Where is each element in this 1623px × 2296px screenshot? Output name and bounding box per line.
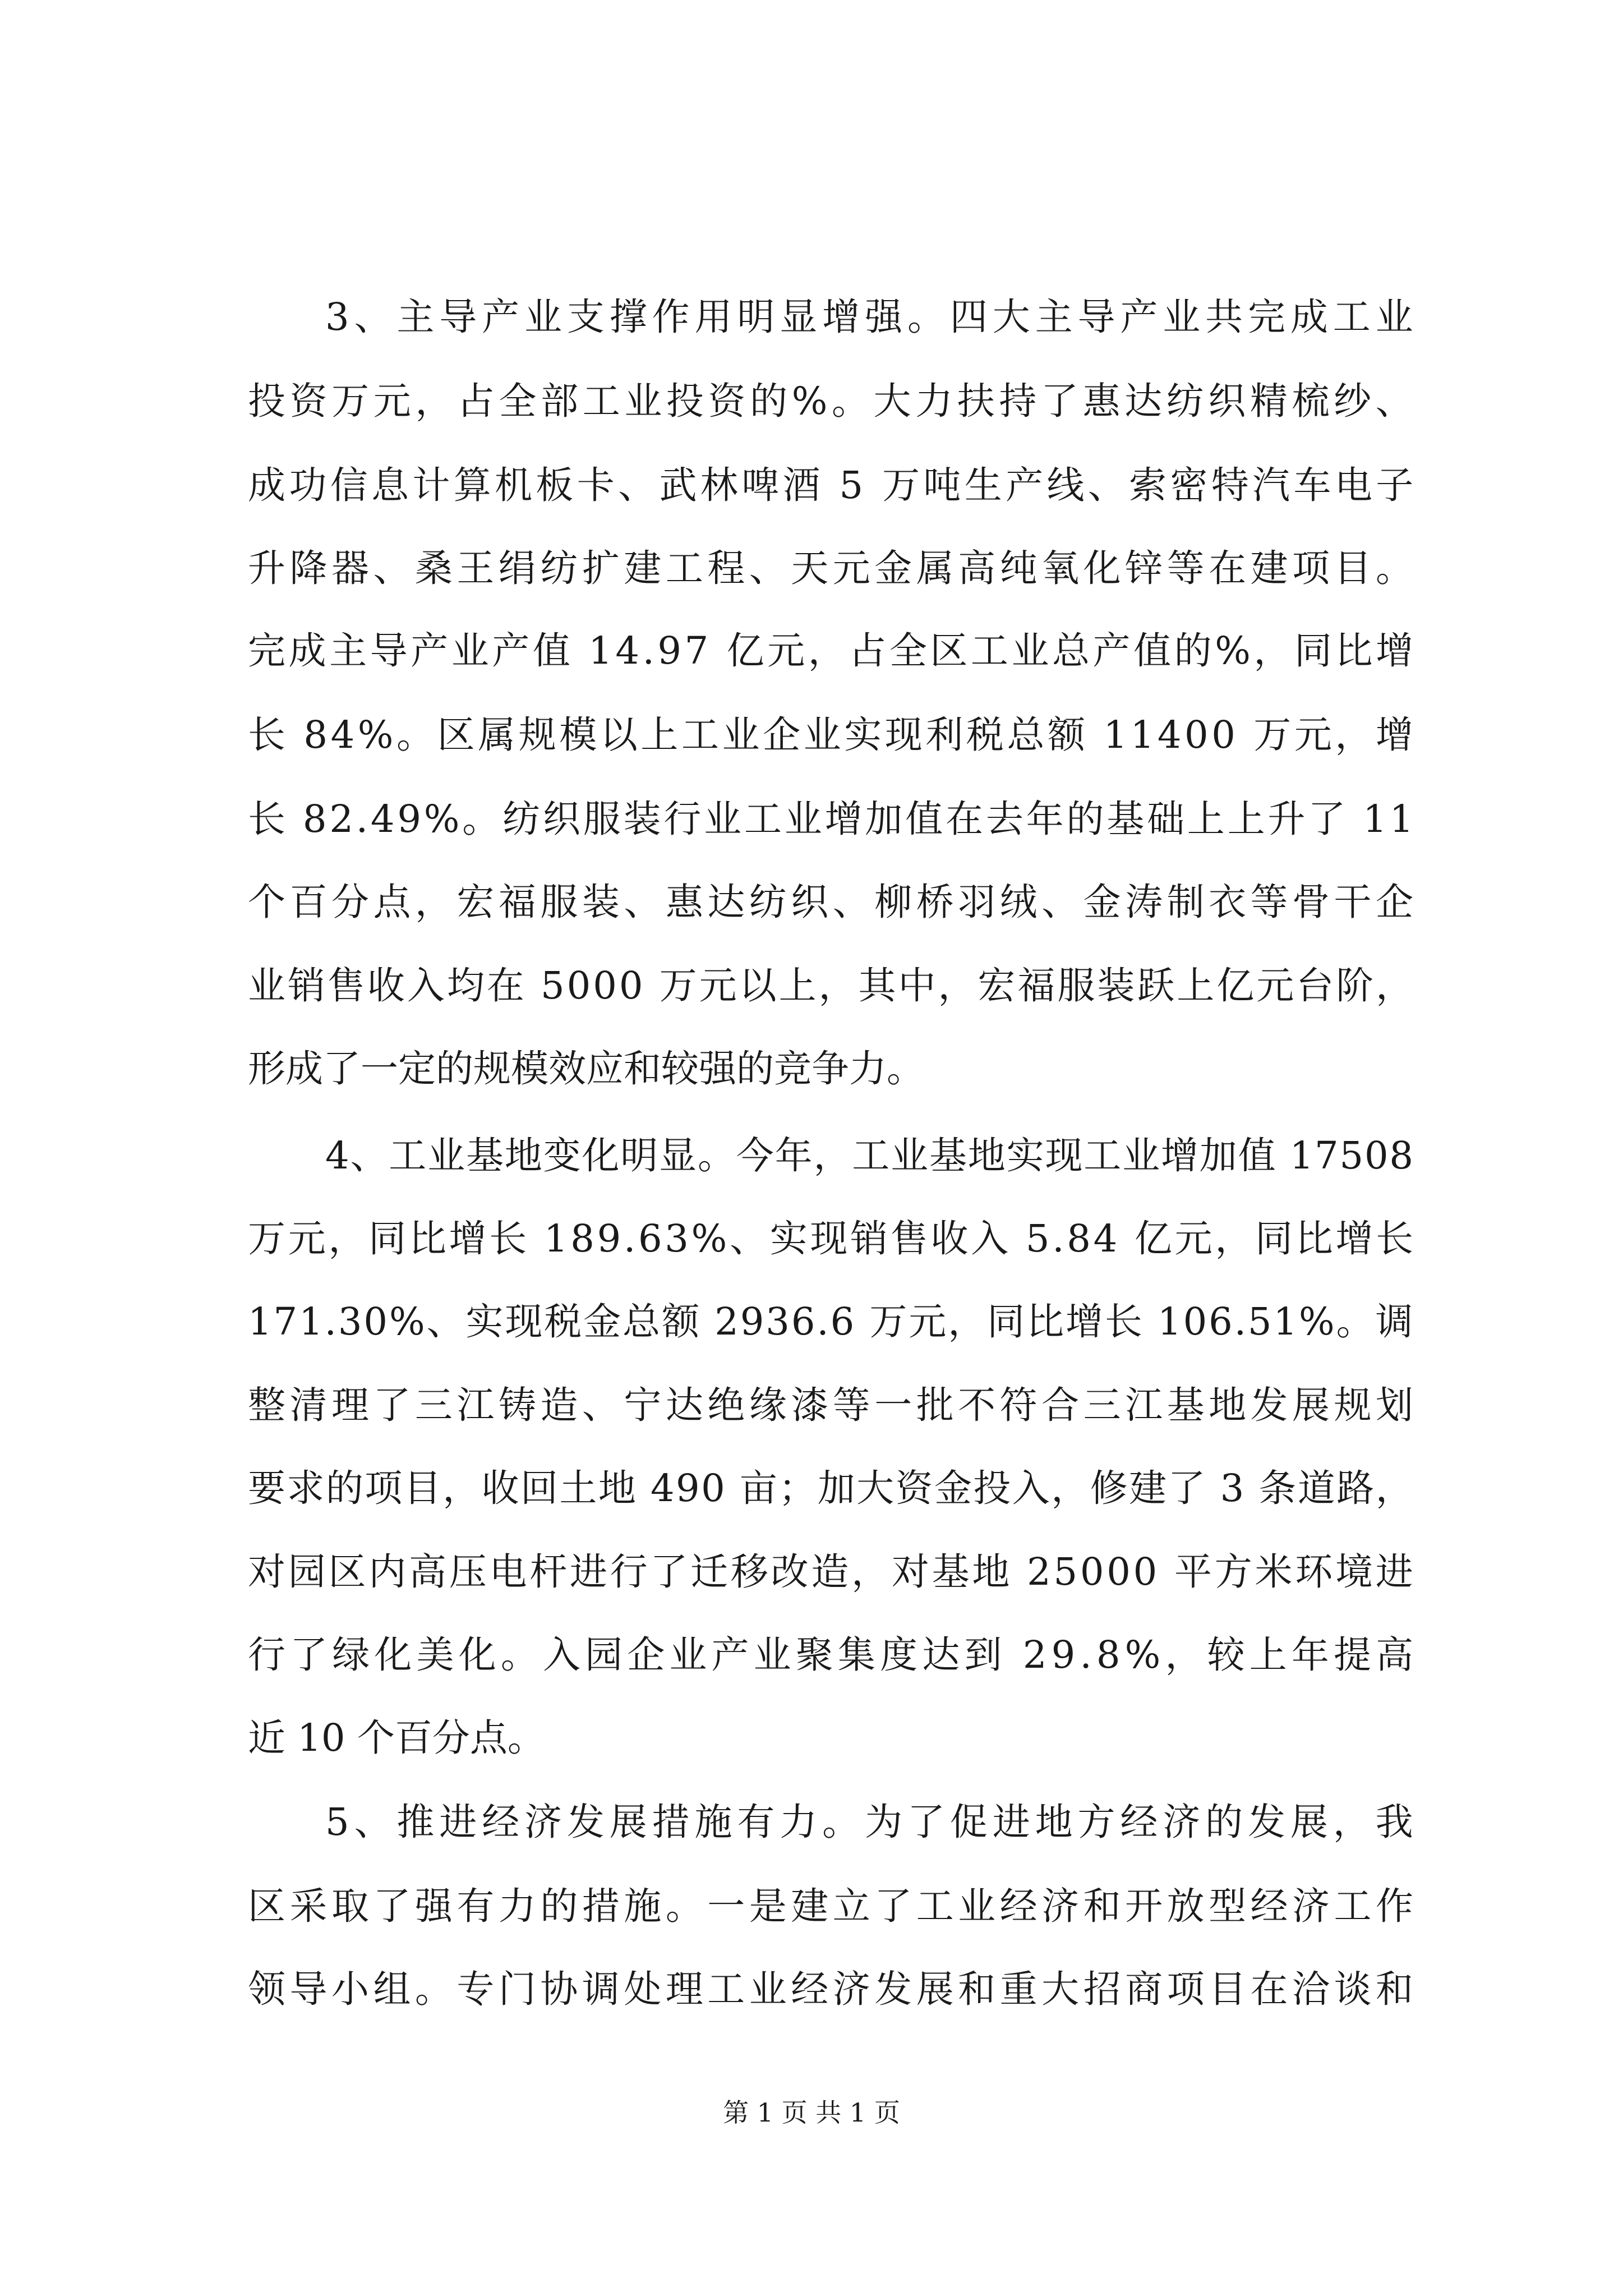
text-line: 投资万元，占全部工业投资的%。大力扶持了惠达纺织精梳纱、 [248,379,1418,423]
text-line: 业销售收入均在 5000 万元以上，其中，宏福服装跃上亿元台阶， [248,964,1416,1007]
text-line: 形成了一定的规模效应和较强的竞争力。 [248,1047,924,1091]
text-line: 对园区内高压电杆进行了迁移改造，对基地 25000 平方米环境进 [248,1550,1416,1594]
text-line: 4、工业基地变化明显。今年，工业基地实现工业增加值 17508 [325,1134,1414,1177]
text-line: 成功信息计算机板卡、武林啤酒 5 万吨生产线、索密特汽车电子 [248,463,1417,507]
text-line: 长 82.49%。纺织服装行业工业增加值在去年的基础上上升了 11 [248,797,1417,841]
text-line: 区采取了强有力的措施。一是建立了工业经济和开放型经济工作 [248,1884,1418,1928]
text-line: 要求的项目，收回土地 490 亩；加大资金投入，修建了 3 条道路， [248,1466,1415,1510]
text-line: 整清理了三江铸造、宁达绝缘漆等一批不符合三江基地发展规划 [248,1383,1418,1427]
text-line: 个百分点，宏福服装、惠达纺织、柳桥羽绒、金涛制衣等骨干企 [248,880,1418,924]
text-line: 领导小组。专门协调处理工业经济发展和重大招商项目在洽谈和 [248,1967,1418,2011]
text-line: 行了绿化美化。入园企业产业聚集度达到 29.8%，较上年提高 [248,1633,1418,1677]
text-line: 完成主导产业产值 14.97 亿元，占全区工业总产值的%，同比增 [248,629,1417,673]
text-line: 长 84%。区属规模以上工业企业实现利税总额 11400 万元，增 [248,713,1417,757]
text-line: 升降器、桑王绢纺扩建工程、天元金属高纯氧化锌等在建项目。 [248,546,1418,590]
text-line: 5、推进经济发展措施有力。为了促进地方经济的发展，我 [325,1800,1418,1844]
page-footer: 第 1 页 共 1 页 [723,2097,900,2128]
text-line: 万元，同比增长 189.63%、实现销售收入 5.84 亿元，同比增长 [248,1217,1416,1260]
text-line: 近 10 个百分点。 [248,1716,545,1760]
text-line: 3、主导产业支撑作用明显增强。四大主导产业共完成工业 [325,295,1418,339]
text-line: 171.30%、实现税金总额 2936.6 万元，同比增长 106.51%。调 [248,1300,1415,1343]
